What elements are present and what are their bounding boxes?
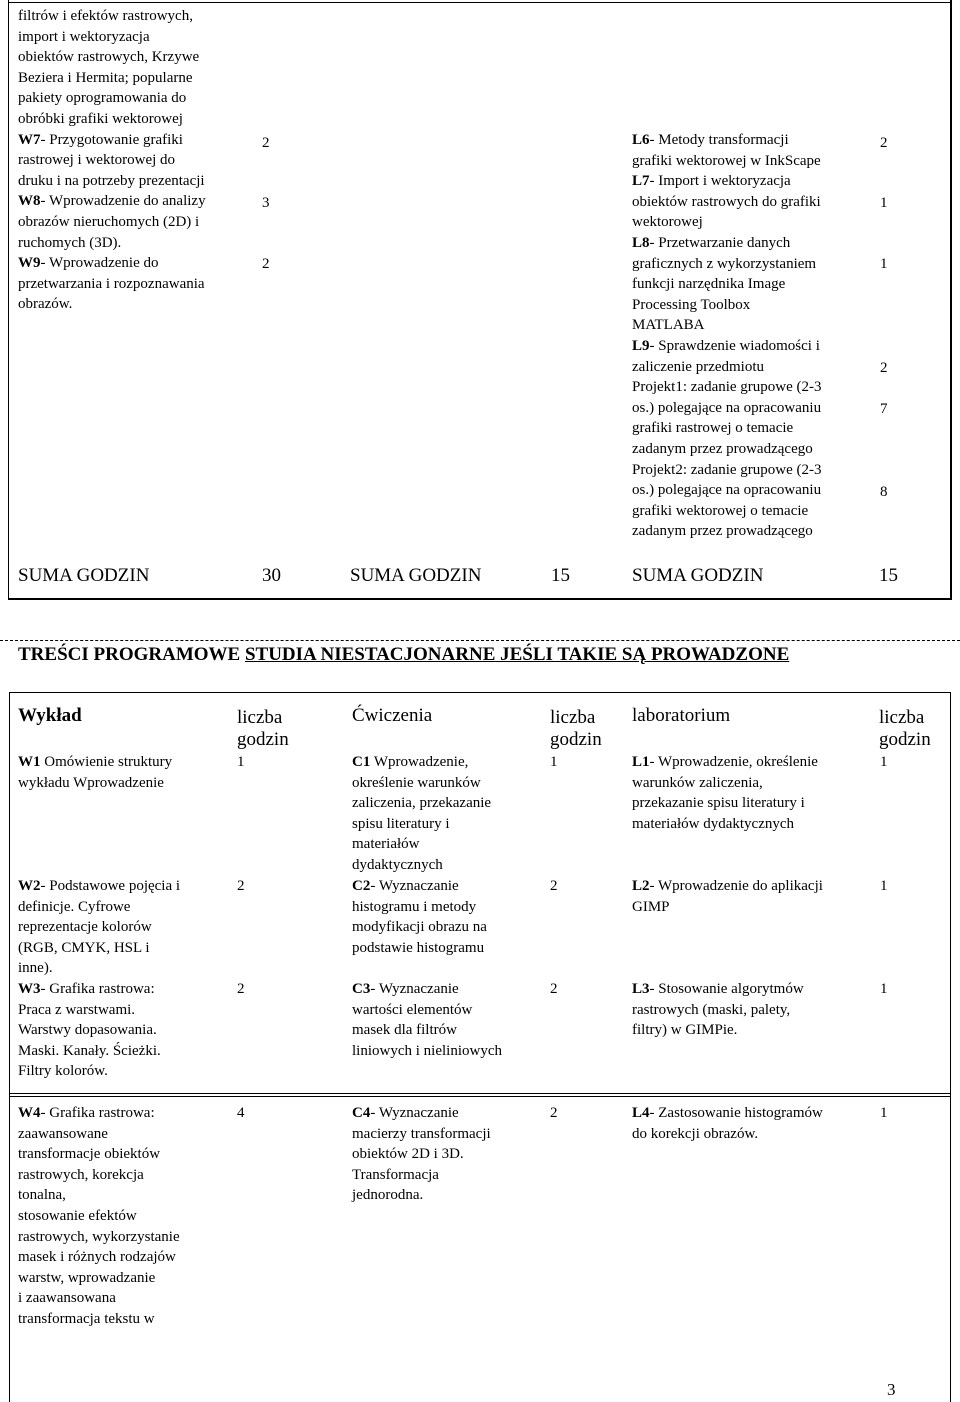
exercise-line xyxy=(352,855,443,876)
lecture-line xyxy=(18,68,193,89)
top-table-bottom-border xyxy=(8,598,952,600)
lab-hours-value: 2 xyxy=(880,135,888,151)
lecture-line-text: rastrowych, wykorzystanie xyxy=(18,1228,180,1245)
lecture-line-text: pakiety oprogramowania do xyxy=(18,90,187,107)
lecture-line xyxy=(18,958,53,979)
lab-line-rest: - Sprawdzenie wiadomości i xyxy=(649,338,820,354)
exercise-line-text: macierzy transformacji xyxy=(352,1125,491,1142)
lecture-hours-value: 4 xyxy=(237,1105,245,1121)
exercise-line xyxy=(352,979,459,1000)
lecture-line-text: Warstwy dopasowania. xyxy=(18,1022,157,1039)
lecture-line xyxy=(18,253,159,274)
exercise-line xyxy=(352,1185,423,1206)
lecture-hours-value: 2 xyxy=(237,981,245,997)
lecture-line xyxy=(18,773,164,794)
header-exercise: Ćwiczenia xyxy=(352,705,433,726)
lecture-line xyxy=(18,979,155,1000)
exercise-line-text: jednorodna. xyxy=(352,1187,424,1204)
lecture-line-text: wykładu Wprowadzenie xyxy=(18,774,164,791)
lab-line xyxy=(632,377,822,398)
lab-hours-value: 8 xyxy=(880,484,888,500)
exercise-line xyxy=(352,752,468,773)
lecture-line xyxy=(18,938,150,959)
lecture-line-text: obrazów nieruchomych (2D) i xyxy=(18,214,200,230)
lab-line-text: materiałów dydaktycznych xyxy=(632,815,795,832)
lecture-line-text: Filtry kolorów. xyxy=(18,1063,108,1080)
exercise-line xyxy=(352,773,481,794)
lecture-line-text: Praca z warstwami. xyxy=(18,1001,136,1018)
lecture-line xyxy=(18,27,150,48)
lab-hours-value: 1 xyxy=(880,754,888,770)
lecture-line xyxy=(18,1041,161,1062)
lecture-line-text: W2 xyxy=(18,878,41,894)
lab-line-text: zadanym przez prowadzącego xyxy=(632,441,813,457)
lecture-line-text: druku i na potrzeby prezentacji xyxy=(18,172,205,189)
lecture-line xyxy=(18,294,72,315)
lab-line xyxy=(632,171,791,192)
lab-line-text: wektorowej xyxy=(632,214,703,231)
exercise-line-text: spisu literatury i xyxy=(352,815,450,832)
exercise-line-text: liniowych i nieliniowych xyxy=(352,1042,502,1059)
exercise-line-text: C4 xyxy=(352,1105,371,1121)
lecture-line-text: W1 xyxy=(18,754,41,770)
lab-line-text: L1 xyxy=(632,754,650,770)
lecture-line-text: inne). xyxy=(18,960,53,977)
bottom-table-top-border xyxy=(9,692,951,693)
lab-line xyxy=(632,752,818,773)
header-lecture-hours-2: godzin xyxy=(237,729,289,750)
lab-line xyxy=(632,315,705,336)
lecture-line-text: W4 xyxy=(18,1105,41,1121)
lecture-line-text: i zaawansowana xyxy=(18,1290,116,1307)
exercise-line-text: histogramu i metody xyxy=(352,898,477,915)
lab-line-text: Projekt1: zadanie grupowe (2-3 xyxy=(632,379,822,396)
lecture-line-text: ruchomych (3D). xyxy=(18,234,122,251)
exercise-line xyxy=(352,876,459,897)
lab-hours-value: 1 xyxy=(880,1105,888,1121)
lab-line xyxy=(632,274,785,295)
lab-line-text: funkcji narzędnika Image xyxy=(632,276,786,293)
exercise-line-text: określenie warunków xyxy=(352,774,481,791)
lecture-line xyxy=(18,1061,108,1082)
lab-line xyxy=(632,814,794,835)
lab-hours-value: 1 xyxy=(880,195,888,211)
exercise-line xyxy=(352,1041,502,1062)
exercise-line xyxy=(352,917,487,938)
lecture-line-rest: - Grafika rastrowa: xyxy=(40,981,155,997)
exercise-line xyxy=(352,1144,464,1165)
lecture-line xyxy=(18,47,199,68)
lab-line-rest: - Wprowadzenie, określenie xyxy=(649,754,818,770)
exercise-line xyxy=(352,1165,439,1186)
lab-line-text: Processing Toolbox xyxy=(632,296,751,313)
exercise-line xyxy=(352,1000,472,1021)
heading-part-4: JEŚLI TAKIE SĄ PROWADZONE xyxy=(495,644,790,665)
heading-part-1: TREŚCI PROGRAMOWE xyxy=(18,644,245,665)
header-lecture-hours-1: liczba xyxy=(237,707,283,728)
exercise-hours-value: 2 xyxy=(550,878,558,894)
lab-line xyxy=(632,192,821,213)
lecture-line xyxy=(18,191,206,212)
sum-lecture-label: SUMA GODZIN xyxy=(18,565,150,586)
sum-lab-label: SUMA GODZIN xyxy=(632,565,764,586)
bottom-table-row-divider xyxy=(9,1096,951,1097)
lecture-line xyxy=(18,88,186,109)
lecture-line xyxy=(18,917,152,938)
lecture-line-text: filtrów i efektów rastrowych, xyxy=(18,8,193,24)
lab-hours-value: 1 xyxy=(880,256,888,272)
exercise-line-text: zaliczenia, przekazanie xyxy=(352,795,492,812)
lab-line xyxy=(632,233,790,254)
page-number: 3 xyxy=(887,1380,896,1399)
lecture-line-rest: - Przygotowanie grafiki xyxy=(40,131,183,148)
exercise-line-text: C2 xyxy=(352,878,371,894)
exercise-line-text: podstawie histogramu xyxy=(352,939,485,956)
lecture-hours-value: 2 xyxy=(237,878,245,894)
lecture-line-text: tonalna, xyxy=(18,1187,66,1204)
lecture-line-text: W8 xyxy=(18,193,41,210)
lecture-line-text: transformacje obiektów xyxy=(18,1146,161,1163)
lab-hours-value: 2 xyxy=(880,360,888,376)
exercise-line xyxy=(352,1103,459,1124)
exercise-line xyxy=(352,897,476,918)
section-separator xyxy=(0,640,960,641)
lecture-line xyxy=(18,233,121,254)
exercise-hours-value: 3 xyxy=(262,195,270,211)
exercise-line-text: Transformacja xyxy=(352,1166,439,1183)
lecture-line xyxy=(18,150,175,171)
lecture-line-text: Maski. Kanały. Ścieżki. xyxy=(18,1042,161,1059)
exercise-line-rest: Wprowadzenie, xyxy=(370,754,469,770)
lecture-line-text: zaawansowane xyxy=(18,1125,108,1142)
exercise-hours-value: 2 xyxy=(550,1105,558,1121)
lecture-line xyxy=(18,1144,160,1165)
lecture-line-rest: - Grafika rastrowa: xyxy=(40,1105,155,1121)
lab-line xyxy=(632,418,793,439)
exercise-line-rest: - Wyznaczanie xyxy=(370,1105,459,1121)
lab-line-text: grafiki wektorowej o temacie xyxy=(632,502,809,519)
lab-line xyxy=(632,336,820,357)
exercise-line xyxy=(352,938,484,959)
lecture-line-text: obrazów. xyxy=(18,296,73,313)
lecture-line-text: stosowanie efektów xyxy=(18,1208,137,1224)
lab-line xyxy=(632,1103,823,1124)
lecture-line-text: (RGB, CMYK, HSL i xyxy=(18,939,150,956)
lab-line-text: GIMP xyxy=(632,898,670,915)
lecture-line xyxy=(18,1206,137,1227)
lab-line xyxy=(632,212,703,233)
lab-line-text: graficznych z wykorzystaniem xyxy=(632,255,817,272)
exercise-line-text: obiektów 2D i 3D. xyxy=(352,1146,464,1163)
lecture-line xyxy=(18,876,180,897)
lab-line xyxy=(632,793,805,814)
lecture-line-text: rastrowych, korekcja xyxy=(18,1166,144,1183)
lecture-line-text: obiektów rastrowych, Krzywe xyxy=(18,49,200,66)
lecture-line-rest: Omówienie struktury xyxy=(40,754,173,770)
lecture-line-text: rastrowej i wektorowej do xyxy=(18,152,176,169)
sum-lecture-value: 30 xyxy=(262,565,281,586)
lab-line-rest: - Import i wektoryzacja xyxy=(649,173,791,190)
lab-line-text: L4 xyxy=(632,1105,650,1121)
lab-line-text: L7 xyxy=(632,173,650,190)
lab-line-rest: - Zastosowanie histogramów xyxy=(649,1105,823,1121)
top-table-top-border xyxy=(8,2,952,3)
lab-line-text: przekazanie spisu literatury i xyxy=(632,795,805,812)
lab-hours-value: 1 xyxy=(880,878,888,894)
lab-line xyxy=(632,460,822,481)
lab-hours-value: 7 xyxy=(880,401,888,417)
heading-part-3: NIESTACJONARNE xyxy=(315,644,496,665)
lab-line xyxy=(632,1000,790,1021)
lecture-line xyxy=(18,109,183,130)
lecture-line-text: przetwarzania i rozpoznawania xyxy=(18,275,205,292)
lecture-line xyxy=(18,1020,157,1041)
lecture-line xyxy=(18,212,199,233)
header-lab-hours-2: godzin xyxy=(879,729,931,750)
lecture-line-text: definicje. Cyfrowe xyxy=(18,898,131,915)
lecture-line-text: warstw, wprowadzanie xyxy=(18,1269,156,1286)
lecture-line-rest: - Podstawowe pojęcia i xyxy=(40,878,181,894)
lab-line-text: Projekt2: zadanie grupowe (2-3 xyxy=(632,461,822,478)
lab-line-text: zaliczenie przedmiotu xyxy=(632,358,765,375)
exercise-line-text: masek dla filtrów xyxy=(352,1022,457,1039)
lecture-line-text: Beziera i Hermita; popularne xyxy=(18,69,193,86)
lab-line xyxy=(632,773,763,794)
exercise-line-text: wartości elementów xyxy=(352,1001,473,1018)
lecture-line xyxy=(18,1227,180,1248)
lecture-line xyxy=(18,1309,155,1330)
exercise-line-rest: - Wyznaczanie xyxy=(370,981,459,997)
section-heading xyxy=(18,644,789,666)
lab-line xyxy=(632,439,813,460)
lecture-line xyxy=(18,1288,116,1309)
exercise-hours-value: 2 xyxy=(262,256,270,272)
header-lab-hours-1: liczba xyxy=(879,707,925,728)
exercise-line xyxy=(352,814,450,835)
heading-part-2: STUDIA xyxy=(244,644,316,665)
exercise-line-rest: - Wyznaczanie xyxy=(370,878,459,894)
lecture-line xyxy=(18,274,205,295)
lecture-line-rest: - Wprowadzenie do xyxy=(40,255,159,272)
lecture-line xyxy=(18,171,205,192)
header-lecture: Wykład xyxy=(18,705,82,726)
exercise-line-text: materiałów xyxy=(352,836,420,853)
lab-line-text: L3 xyxy=(632,981,650,997)
lecture-line xyxy=(18,897,130,918)
lab-line-text: rastrowych (maski, palety, xyxy=(632,1001,791,1018)
lab-line-text: MATLABA xyxy=(632,317,705,334)
lecture-line xyxy=(18,752,172,773)
lecture-line xyxy=(18,1000,135,1021)
lab-line-text: L6 xyxy=(632,132,650,148)
exercise-hours-value: 2 xyxy=(550,981,558,997)
top-table-right-border xyxy=(950,0,952,600)
lab-line xyxy=(632,897,670,918)
lecture-line-text: W3 xyxy=(18,981,41,997)
exercise-line-text: C1 xyxy=(352,754,371,770)
lab-line-text: L8 xyxy=(632,235,650,251)
lab-line-rest: - Wprowadzenie do aplikacji xyxy=(649,878,823,894)
lab-line-text: L9 xyxy=(632,338,650,354)
lab-line xyxy=(632,151,821,172)
sum-exercise-value: 15 xyxy=(551,565,570,586)
exercise-line-text: C3 xyxy=(352,981,371,997)
lecture-line xyxy=(18,1185,66,1206)
lecture-line xyxy=(18,1247,176,1268)
lecture-hours-value: 1 xyxy=(237,754,245,770)
exercise-hours-value: 2 xyxy=(262,135,270,151)
lab-line-text: filtry) w GIMPie. xyxy=(632,1022,738,1039)
header-lab: laboratorium xyxy=(632,705,731,726)
lab-line xyxy=(632,254,816,275)
exercise-hours-value: 1 xyxy=(550,754,558,770)
lecture-line-rest: - Wprowadzenie do analizy xyxy=(40,193,206,210)
lecture-line-text: W9 xyxy=(18,255,41,272)
lab-line-text: grafiki rastrowej o temacie xyxy=(632,420,794,437)
lab-line xyxy=(632,876,823,897)
lab-line xyxy=(632,480,821,501)
lab-line xyxy=(632,130,789,151)
header-exercise-hours-1: liczba xyxy=(550,707,596,728)
lecture-line xyxy=(18,1268,155,1289)
exercise-line-text: modyfikacji obrazu na xyxy=(352,919,487,936)
lab-line-text: obiektów rastrowych do grafiki xyxy=(632,193,821,210)
lab-line xyxy=(632,295,750,316)
exercise-line xyxy=(352,1020,457,1041)
lecture-line-text: import i wektoryzacja xyxy=(18,28,150,45)
exercise-line-text: dydaktycznych xyxy=(352,857,443,873)
lab-line-text: do korekcji obrazów. xyxy=(632,1125,759,1142)
bottom-table-row-divider xyxy=(9,1093,951,1094)
lab-line-text: L2 xyxy=(632,878,650,894)
header-exercise-hours-2: godzin xyxy=(550,729,602,750)
bottom-table-left-border xyxy=(9,692,10,1402)
lecture-line xyxy=(18,1103,155,1124)
lecture-line-text: masek i różnych rodzajów xyxy=(18,1249,176,1266)
lab-line-text: os.) polegające na opracowaniu xyxy=(632,399,822,416)
lecture-line-text: W7 xyxy=(18,131,41,148)
exercise-line xyxy=(352,1124,491,1145)
lab-line xyxy=(632,398,821,419)
lab-line-text: warunków zaliczenia, xyxy=(632,774,763,791)
lab-line xyxy=(632,1020,737,1041)
top-table-left-border xyxy=(8,0,9,600)
lab-line xyxy=(632,979,804,1000)
exercise-line xyxy=(352,793,491,814)
lab-line-rest: - Stosowanie algorytmów xyxy=(649,981,804,997)
lecture-line-text: reprezentacje kolorów xyxy=(18,919,152,936)
lab-line-text: grafiki wektorowej w InkScape xyxy=(632,152,821,169)
lab-line-rest: - Przetwarzanie danych xyxy=(649,235,791,251)
lecture-line xyxy=(18,1165,144,1186)
lab-line xyxy=(632,501,808,522)
sum-lab-value: 15 xyxy=(879,565,898,586)
lecture-line-text: obróbki grafiki wektorowej xyxy=(18,111,183,127)
lecture-line xyxy=(18,1124,108,1145)
lecture-line-text: transformacja tekstu w xyxy=(18,1311,155,1327)
lab-line-rest: - Metody transformacji xyxy=(649,132,789,148)
lab-line xyxy=(632,357,764,378)
lab-line-text: os.) polegające na opracowaniu xyxy=(632,482,822,499)
lab-hours-value: 1 xyxy=(880,981,888,997)
sum-exercise-label: SUMA GODZIN xyxy=(350,565,482,586)
exercise-line xyxy=(352,834,419,855)
lab-line-text: zadanym przez prowadzącego xyxy=(632,523,813,540)
lab-line xyxy=(632,1124,758,1145)
lecture-line xyxy=(18,6,193,27)
lecture-line xyxy=(18,130,183,151)
lab-line xyxy=(632,521,813,542)
bottom-table-right-border xyxy=(950,692,951,1402)
